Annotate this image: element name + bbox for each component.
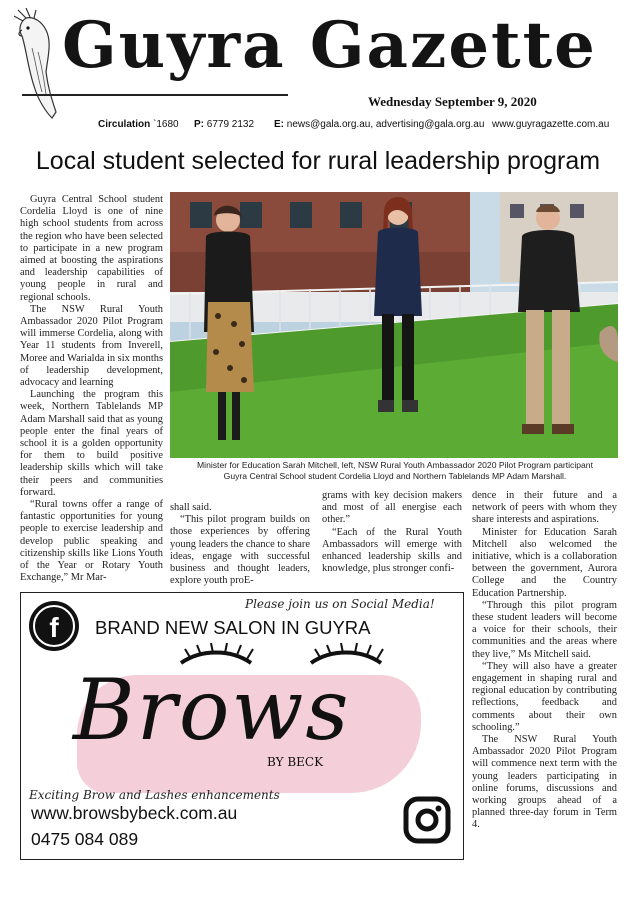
paragraph: Launching the program this week, Northern Tablelands MP Adam Marshall said that as young people enter the final years of school it is a golden opportunity for them to build positive leadership skills which will take their peers and communities forward.: [20, 389, 163, 498]
paragraph: Minister for Education Sarah Mitchell also welcomed the initiative, which is a collaboration between the government, Aurora College and the Country Education Partnership.: [472, 526, 617, 599]
brand-name: Brows: [73, 661, 351, 759]
article-column-1: [20, 194, 163, 585]
article-headline: Local student selected for rural leadership program: [35, 147, 601, 175]
paragraph: “This pilot program builds on those experiences by offering young leaders the chance to share ideas, engage with successful business and thought leaders, explore youth proE-: [170, 514, 310, 587]
instagram-icon[interactable]: [403, 796, 451, 844]
masthead-title: Guyra Gazette: [62, 8, 597, 83]
caption-line: Minister for Education Sarah Mitchell, left, NSW Rural Youth Ambassador 2020 Pilot Program participant: [197, 460, 593, 470]
paragraph: “Each of the Rural Youth Ambassadors will emerge with enhanced leadership skills and knowledge, plus stronger confi-: [322, 526, 462, 575]
circulation-label: Circulation: [98, 119, 151, 130]
paragraph: The NSW Rural Youth Ambassador 2020 Pilot Program will immerse Cordelia, along with Year 11 students from Inverell, Moree and Warialda in six months of leadership development, advocacy and learning: [20, 303, 163, 389]
phone-label: P:: [194, 119, 204, 130]
salon-advertisement[interactable]: [20, 592, 464, 860]
caption-line: Guyra Central School student Cordelia Lloyd and Northern Tablelands MP Adam Marshall.: [223, 471, 567, 481]
paragraph: grams with key decision makers and most of all energise each other.”: [322, 490, 462, 526]
article-column-4: [472, 490, 617, 832]
masthead-rule: [22, 94, 288, 96]
ad-tagline: Exciting Brow and Lashes enhancements: [29, 788, 280, 802]
svg-text:f: f: [49, 612, 59, 643]
circulation-value: `1680: [153, 119, 179, 130]
ad-website-link[interactable]: www.browsbybeck.com.au: [31, 803, 238, 823]
social-media-line: Please join us on Social Media!: [245, 597, 435, 611]
paragraph: dence in their future and a network of peers with whom they share interests and aspirations.: [472, 490, 617, 526]
brand-byline: BY BECK: [267, 755, 324, 769]
paragraph: “Rural towns offer a range of fantastic opportunities for young people to exercise leadership and develop public speaking and citizenship skills like Lions Youth of the Year or Rotary Youth Exchange,” Mr Mar-: [20, 499, 163, 584]
paragraph: shall said.: [170, 502, 212, 513]
article-photo: [170, 192, 618, 458]
ad-phone-number[interactable]: 0475 084 089: [31, 829, 139, 849]
paragraph: “Through this pilot program these student leaders will become a voice for their schools, their communities and the areas where they live,” Ms Mitchell said.: [472, 599, 617, 660]
paragraph: “They will also have a greater engagement in shaping rural and regional education by contributing reflections, feedback and comments about their own schooling.”: [472, 660, 617, 733]
ad-headline: BRAND NEW SALON IN GUYRA: [95, 617, 371, 638]
email-label: E:: [274, 119, 284, 130]
website-link[interactable]: www.guyragazette.com.au: [492, 119, 610, 130]
paragraph: Guyra Central School student Cordelia Lloyd is one of nine high school students from across the region who have been selected to participate in a new program aimed at boosting the aspirations and leadership capabilities of young people in rural and regional schools.: [20, 194, 163, 303]
article-column-3: [322, 490, 462, 575]
phone-value: 6779 2132: [206, 119, 255, 130]
email-value[interactable]: news@gala.org.au, advertising@gala.org.au: [286, 119, 485, 130]
facebook-icon[interactable]: [29, 601, 79, 651]
issue-date: Wednesday September 9, 2020: [368, 94, 537, 109]
article-column-2: [170, 502, 310, 587]
photo-caption: [164, 460, 626, 482]
paragraph: The NSW Rural Youth Ambassador 2020 Pilot Program will commence next term with the young leaders participating in online forums, discussions and working groups ahead of a planned three-day forum in Term 4.: [472, 734, 617, 831]
